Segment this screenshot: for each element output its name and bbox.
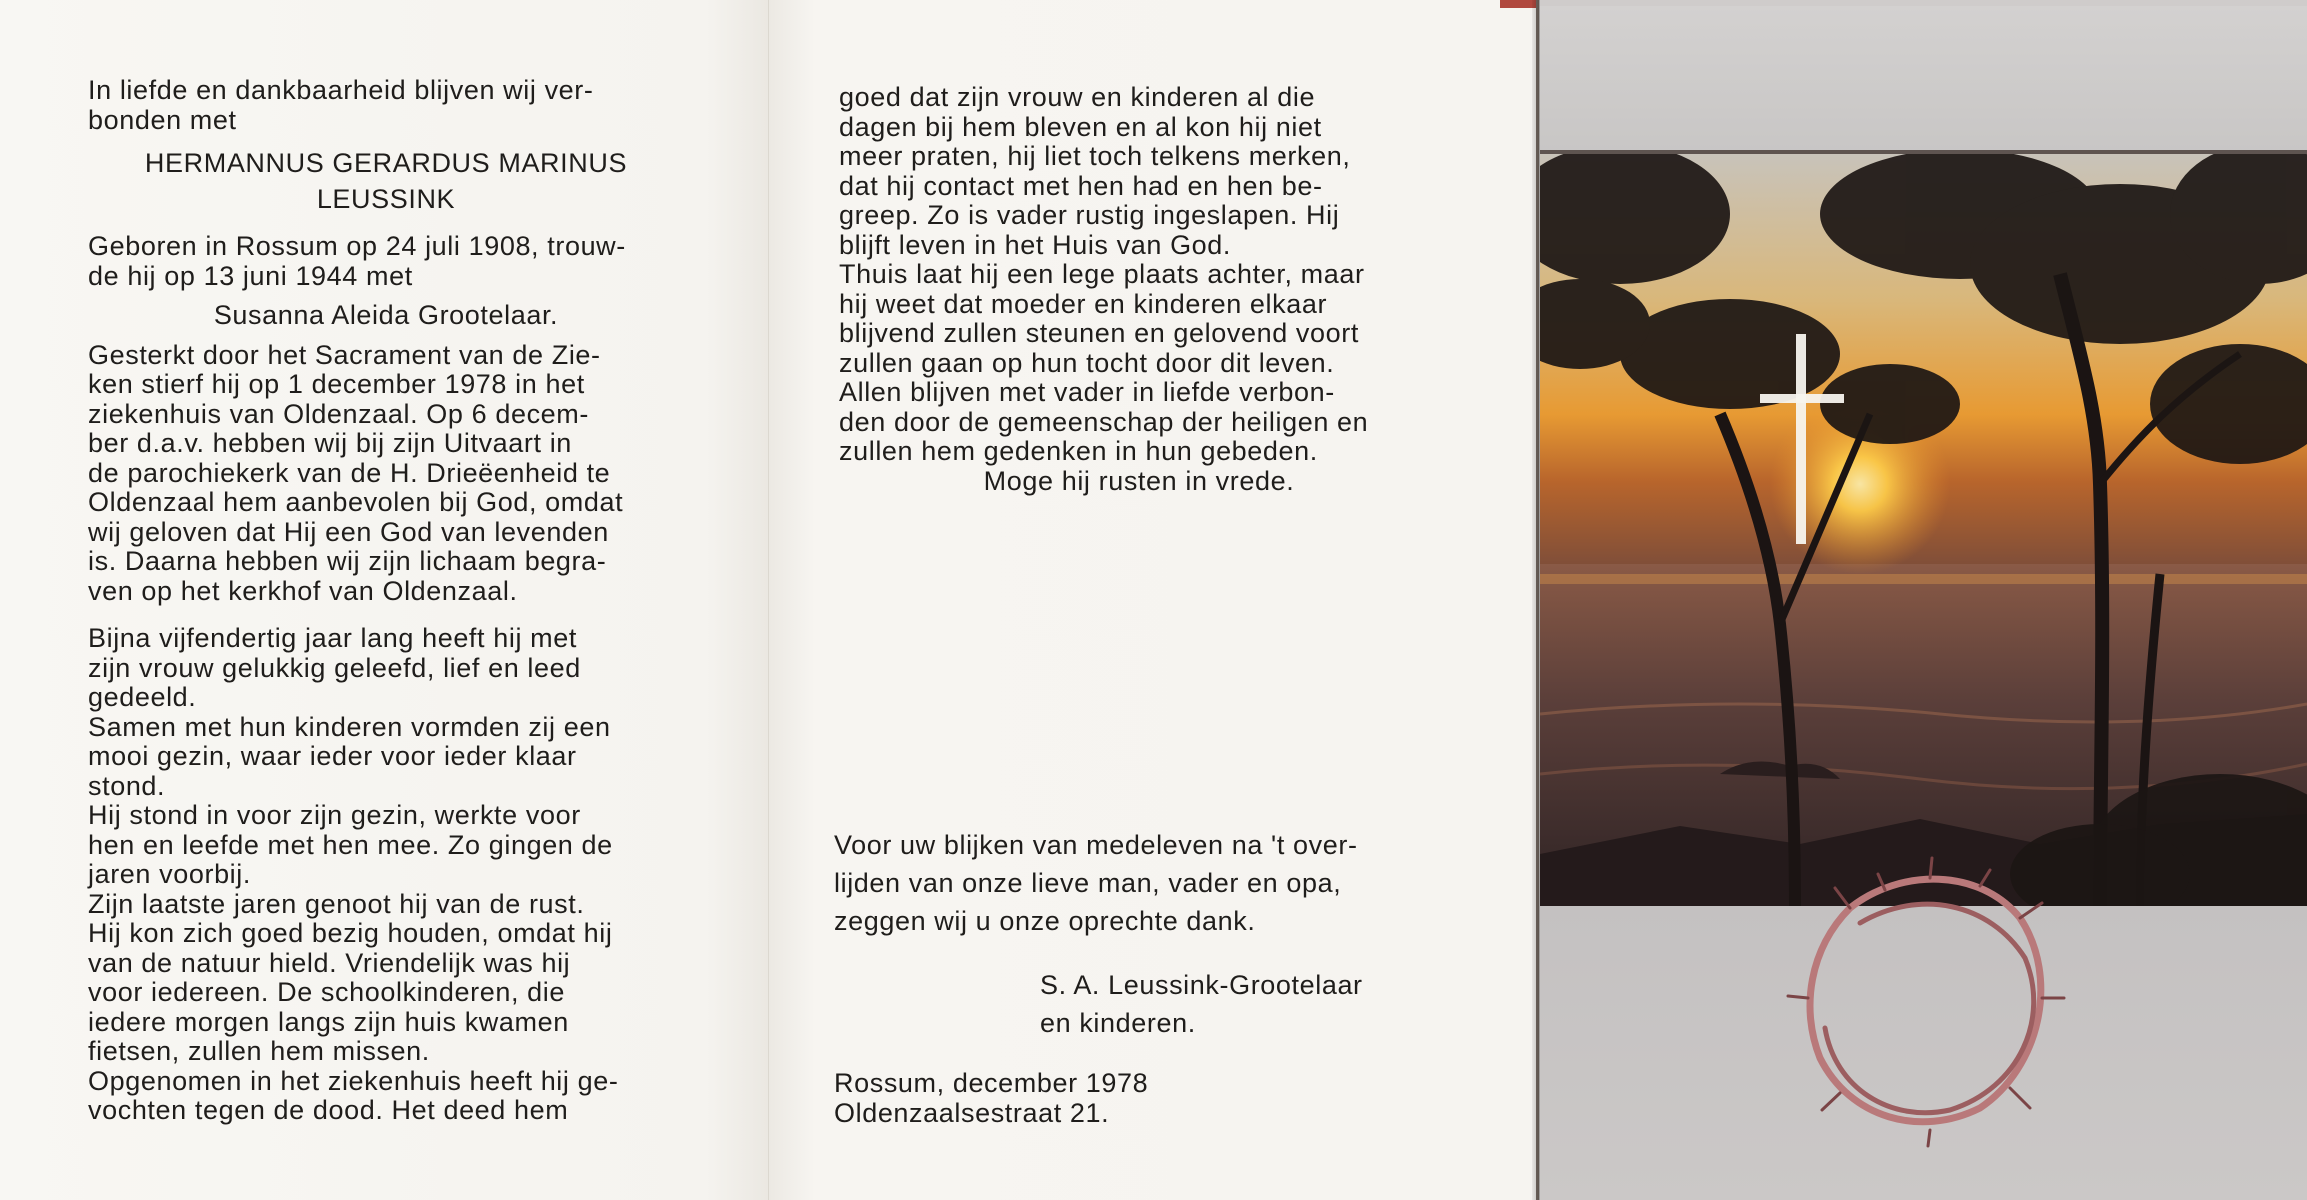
deceased-surname: LEUSSINK [316, 183, 456, 214]
left-column-text [88, 76, 684, 1126]
sunset-scene [1540, 154, 2307, 906]
signature-family: en kinderen. [1040, 1008, 1196, 1038]
text-line: Bijna vijfendertig jaar lang heeft hij met [88, 623, 577, 653]
text-line: Opgenomen in het ziekenhuis heeft hij ge- [88, 1065, 619, 1096]
spouse-name: Susanna Aleida Grootelaar. [213, 300, 559, 330]
intro-line: In liefde en dankbaarheid blijven wij ver- [88, 75, 594, 105]
deceased-name: HERMANNUS GERARDUS MARINUS [144, 148, 628, 178]
text-line: fietsen, zullen hem missen. [88, 1036, 430, 1066]
text-line: meer praten, hij liet toch telkens merken, [839, 141, 1351, 171]
text-line: jaren voorbij. [88, 859, 251, 889]
text-line: ken stierf hij op 1 december 1978 in het [88, 369, 585, 399]
text-line: voor iedereen. De schoolkinderen, die [88, 977, 565, 1007]
address [834, 1068, 1334, 1128]
text-line: Oldenzaal hem aanbevolen bij God, omdat [88, 487, 624, 517]
street-address: Oldenzaalsestraat 21. [834, 1098, 1110, 1128]
text-line: gedeeld. [88, 682, 197, 712]
text-line: goed dat zijn vrouw en kinderen al die [839, 82, 1316, 112]
text-line: is. Daarna hebben wij zijn lichaam begra- [88, 546, 607, 576]
text-line: greep. Zo is vader rustig ingeslapen. Hij [839, 200, 1340, 230]
signature-name: S. A. Leussink-Grootelaar [1040, 970, 1363, 1000]
fold-shadow [1532, 0, 1540, 1200]
text-line: stond. [88, 770, 166, 801]
text-line: de parochiekerk van de H. Drieëenheid te [88, 457, 611, 488]
text-line: Samen met hun kinderen vormden zij een [88, 711, 611, 742]
text-line: Gesterkt door het Sacrament van de Zie- [88, 339, 601, 370]
grey-band-top [1540, 6, 2307, 154]
text-line: iedere morgen langs zijn huis kwamen [88, 1006, 569, 1037]
text-line: Hij stond in voor zijn gezin, werkte voor [88, 800, 581, 830]
red-card-edge [1500, 0, 1536, 8]
crown-of-thorns-icon [1780, 848, 2080, 1148]
text-line: dagen bij hem bleven en al kon hij niet [839, 111, 1322, 142]
text-line: ber d.a.v. hebben wij bij zijn Uitvaart in [88, 428, 572, 458]
middle-column-text [839, 83, 1439, 496]
text-line: blijft leven in het Huis van God. [839, 229, 1231, 260]
text-line: Voor uw blijken van medeleven na 't over- [834, 830, 1358, 860]
born-line: de hij op 13 juni 1944 met [88, 260, 413, 291]
text-line: zeggen wij u onze oprechte dank. [834, 906, 1256, 936]
text-line: mooi gezin, waar ieder voor ieder klaar [88, 741, 577, 771]
text-line: Zijn laatste jaren genoot hij van de rust. [88, 888, 585, 919]
text-line: wij geloven dat Hij een God van levenden [88, 516, 609, 547]
closing-prayer: Moge hij rusten in vrede. [983, 465, 1295, 496]
place-date: Rossum, december 1978 [834, 1068, 1149, 1098]
text-line: Hij kon zich goed bezig houden, omdat hij [88, 918, 613, 948]
text-line: ziekenhuis van Oldenzaal. Op 6 decem- [88, 398, 589, 429]
text-line: zullen gaan op hun tocht door dit leven. [839, 347, 1335, 378]
signature [1040, 966, 1460, 1042]
text-line: hij weet dat moeder en kinderen elkaar [839, 288, 1328, 319]
text-line: Allen blijven met vader in liefde verbon- [839, 377, 1335, 407]
text-line: Thuis laat hij een lege plaats achter, maar [839, 259, 1365, 289]
text-line: dat hij contact met hen had en hen be- [839, 170, 1323, 201]
text-line: ven op het kerkhof van Oldenzaal. [88, 575, 518, 606]
cross-icon [1796, 334, 1806, 544]
text-line: blijvend zullen steunen en gelovend voort [839, 318, 1359, 348]
sunset-photo [1540, 154, 2307, 906]
text-line: zijn vrouw gelukkig geleefd, lief en leed [88, 652, 581, 683]
text-line: vochten tegen de dood. Het deed hem [88, 1095, 569, 1125]
thanks-text [834, 826, 1444, 940]
text-line: den door de gemeenschap der heiligen en [839, 406, 1369, 437]
text-line: zullen hem gedenken in hun gebeden. [839, 436, 1318, 466]
text-line: hen en leefde met hen mee. Zo gingen de [88, 829, 613, 860]
intro-line: bonden met [88, 104, 237, 135]
born-line: Geboren in Rossum op 24 juli 1908, trouw- [88, 231, 626, 261]
text-line: lijden van onze lieve man, vader en opa, [834, 868, 1342, 898]
text-line: van de natuur hield. Vriendelijk was hij [88, 947, 571, 978]
